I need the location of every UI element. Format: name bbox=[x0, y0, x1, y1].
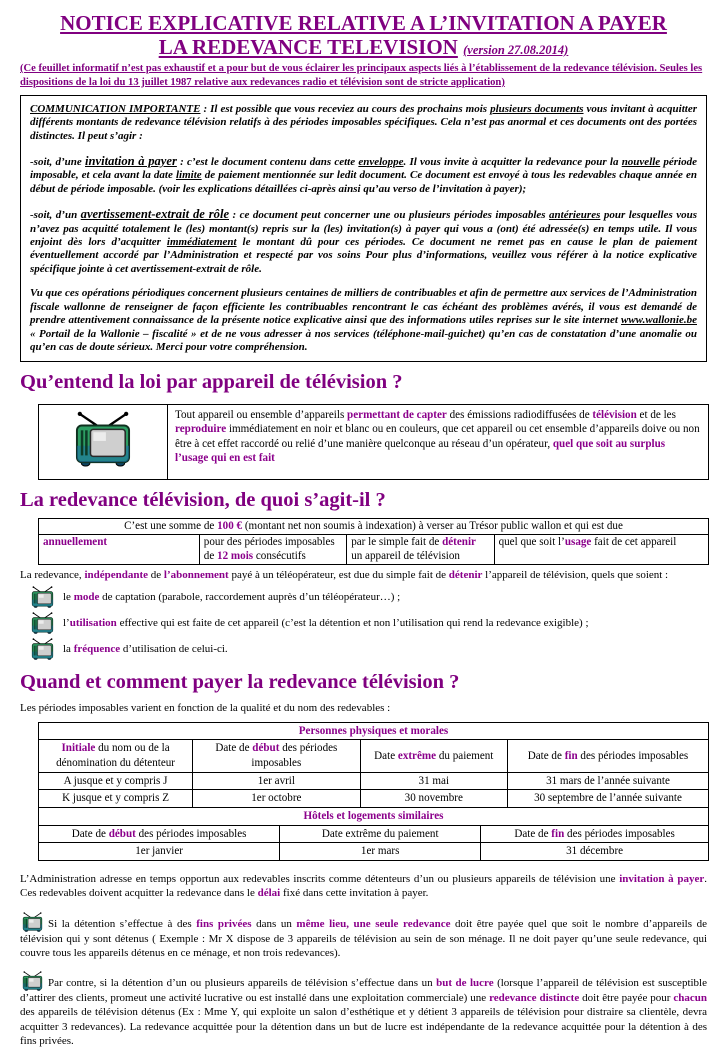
text-segment: permettant de capter bbox=[347, 408, 447, 421]
text-segment: indépendante bbox=[84, 568, 149, 581]
text-segment: des appareils de télévision détenus (Ex : Mme Y, qui exploite un salon d’esthétique et y détient 3 appareils de télévision pour distraire sa clientèle, devra acquitter 3 redevances). La redevance acquittée pour la détention dans un but de lucre est indépendante de la redevance acquittée pour la détention à des fins privées. bbox=[20, 1006, 707, 1048]
tv-icon bbox=[30, 638, 55, 660]
text-segment: Date de bbox=[71, 827, 109, 840]
text-segment: d’utilisation de celui-ci. bbox=[120, 643, 228, 656]
text-segment: de captation (parabole, raccordement auprès d’un téléopérateur…) ; bbox=[99, 591, 401, 604]
text-segment: et de les bbox=[636, 408, 676, 421]
text-segment: 100 € bbox=[217, 520, 243, 533]
hotels-periods-table bbox=[38, 807, 709, 861]
tv-icon bbox=[20, 971, 45, 991]
table-cell: 1er mars bbox=[280, 843, 481, 861]
text-segment: avertissement-extrait de rôle bbox=[80, 207, 230, 222]
text-segment: l’ bbox=[63, 617, 70, 630]
title-line-1: NOTICE EXPLICATIVE RELATIVE A L’INVITATION A PAYER bbox=[60, 11, 667, 35]
list-item-text bbox=[63, 591, 400, 603]
text-segment: annuellement bbox=[43, 535, 108, 548]
text-segment: pour des périodes imposables de bbox=[203, 535, 335, 563]
text-segment: Si la détention s’effectue à des bbox=[48, 917, 197, 930]
table-cell: A jusque et y compris J bbox=[39, 772, 193, 790]
title-line-2: LA REDEVANCE TELEVISION (version 27.08.2014) bbox=[158, 34, 569, 59]
table-section-title: Personnes physiques et morales bbox=[39, 722, 709, 740]
text-segment: -soit, d’une bbox=[30, 156, 85, 169]
text-segment: Par contre, si la détention d’un ou plusieurs appareils de télévision s’effectue dans un bbox=[48, 977, 437, 990]
text-segment: des périodes imposables bbox=[251, 742, 338, 770]
text-segment: de bbox=[148, 568, 164, 581]
periods-intro-text: Les périodes imposables varient en fonction de la qualité et du nom des redevables : bbox=[20, 701, 391, 714]
text-segment: Vu que ces opérations périodiques concernent plusieurs centaines de milliers de contribuables et afin de permettre aux services de l’Administration fiscale wallonne de renseigner de façon efficiente les contribuables rencontrant le cas échéant des problèmes avérés, il vous est demandé de prendre attentivement connaissance de la présente notice explicative ainsi que des informations utiles reprises sur le site internet bbox=[30, 287, 697, 327]
column-header bbox=[280, 825, 481, 843]
text-segment: La redevance, bbox=[20, 568, 85, 581]
text-segment: pour lesquelles vous n’avez pas acquitté totalement le (les) montant(s) repris sur la (les) invitation(s) à payer qui vous a (ont) été adressée(s) en temps utile. Il vous enjoint dès lors d’acquitter bbox=[30, 209, 697, 249]
text-segment: nouvelle bbox=[621, 156, 661, 169]
text-segment: . Ces redevables doivent acquitter la redevance dans le bbox=[20, 872, 707, 900]
text-segment: invitation à payer bbox=[619, 872, 705, 885]
list-item-text bbox=[63, 617, 589, 629]
list-item bbox=[30, 585, 707, 610]
text-segment: fixé dans cette invitation à payer. bbox=[280, 887, 429, 900]
text-segment: reproduire bbox=[175, 423, 227, 436]
box-paragraph-invitation bbox=[30, 154, 697, 196]
column-header bbox=[193, 740, 361, 772]
text-segment: extrême bbox=[397, 749, 437, 762]
table-cell: 31 décembre bbox=[481, 843, 709, 861]
table-cell: 1er janvier bbox=[39, 843, 280, 861]
text-segment: par le simple fait de bbox=[351, 535, 443, 548]
administration-paragraph bbox=[20, 872, 707, 901]
private-use-text bbox=[20, 918, 707, 959]
text-segment: Initiale bbox=[61, 742, 96, 755]
text-segment: Date de bbox=[215, 742, 253, 755]
redevance-summary-table bbox=[38, 518, 709, 564]
text-segment: détenir bbox=[448, 568, 483, 581]
text-segment: mode bbox=[73, 591, 100, 604]
text-segment: quel que soit l’ bbox=[498, 535, 565, 548]
text-segment: des périodes imposables bbox=[577, 749, 689, 762]
text-segment: . Il vous invite à acquitter la redevance pour la bbox=[403, 156, 622, 169]
box-paragraph-conclusion bbox=[30, 287, 697, 354]
text-segment: quel que soit au surplus l’usage qui en est fait bbox=[175, 437, 666, 465]
table-row bbox=[39, 722, 709, 740]
table-cell: 30 septembre de l’année suivante bbox=[507, 790, 708, 808]
box-paragraph-intro bbox=[30, 103, 697, 143]
tv-icon bbox=[20, 912, 45, 932]
text-segment: l’appareil de télévision, quels que soient : bbox=[482, 568, 669, 581]
text-segment: Date extrême du paiement bbox=[321, 827, 439, 840]
text-segment: COMMUNICATION IMPORTANTE bbox=[30, 102, 201, 115]
column-header bbox=[39, 825, 280, 843]
table-cell: 31 mars de l’année suivante bbox=[507, 772, 708, 790]
text-segment: la bbox=[63, 643, 74, 656]
text-segment: télévision bbox=[592, 408, 637, 421]
table-cell: K jusque et y compris Z bbox=[39, 790, 193, 808]
list-item bbox=[30, 637, 707, 662]
text-segment: fréquence bbox=[73, 643, 121, 656]
table-row bbox=[39, 519, 709, 534]
tv-icon bbox=[30, 612, 55, 634]
table-row bbox=[39, 825, 709, 843]
text-segment: détenir bbox=[442, 535, 476, 548]
box-paragraph-avertissement bbox=[30, 207, 697, 276]
text-segment: fin bbox=[551, 827, 565, 840]
tv-definition-table bbox=[38, 404, 709, 480]
table-cell bbox=[199, 534, 346, 564]
text-segment: : Il est possible que vous receviez au cours des prochains mois bbox=[200, 102, 491, 115]
table-cell bbox=[347, 534, 494, 564]
text-segment: (montant net non soumis à indexation) à verser au Trésor public wallon et qui est due bbox=[242, 520, 623, 533]
text-segment: chacun bbox=[673, 992, 708, 1005]
text-segment: Date de bbox=[527, 749, 565, 762]
table-row bbox=[39, 534, 709, 564]
table-cell: 31 mai bbox=[360, 772, 507, 790]
text-segment: le montant dû pour ces périodes. Ce document ne remet pas en cause le plan de paiement éventuellement accordé par l’Administration et respecté par vos soins Pour plus d’informations, veuillez vous référer à la notice explicative spécifique jointe à cet avertissement-extrait de rôle. bbox=[30, 236, 698, 275]
text-segment: délai bbox=[257, 887, 281, 900]
text-segment: 12 mois bbox=[217, 550, 254, 563]
text-segment: fait de cet appareil bbox=[591, 535, 677, 548]
criteria-list bbox=[20, 585, 707, 662]
text-segment: effective qui est faite de cet appareil (c’est la détention et non l’utilisation qui rend la redevance exigible) ; bbox=[116, 617, 589, 630]
text-segment: le bbox=[63, 591, 74, 604]
text-segment: doit être payée pour bbox=[579, 992, 674, 1005]
text-segment: des périodes imposables bbox=[135, 827, 247, 840]
wallonie-link[interactable]: www.wallonie.be bbox=[621, 314, 697, 327]
text-segment: consécutifs bbox=[253, 550, 306, 563]
column-header bbox=[481, 825, 709, 843]
table-cell: 30 novembre bbox=[360, 790, 507, 808]
tv-icon bbox=[30, 586, 55, 608]
column-header bbox=[507, 740, 708, 772]
text-segment: du paiement bbox=[436, 749, 494, 762]
tv-definition-text bbox=[168, 404, 709, 479]
table-cell bbox=[494, 534, 708, 564]
table-row bbox=[39, 740, 709, 772]
text-segment: du nom ou de la dénomination du détenteur bbox=[56, 742, 175, 770]
text-segment: fins privées bbox=[196, 917, 252, 930]
table-cell: 1er octobre bbox=[193, 790, 361, 808]
commercial-use-paragraph bbox=[20, 971, 707, 1048]
text-segment: (lorsque l’appareil de télévision est susceptible d’attirer des clients, promeut une activité lucrative ou est installé dans une exploitation commerciale) une bbox=[20, 977, 707, 1005]
text-segment: immédiatement bbox=[166, 236, 237, 249]
text-segment: : c’est le document contenu dans cette bbox=[176, 156, 359, 169]
text-segment: L’Administration adresse en temps opportun aux redevables inscrits comme détenteurs d’un ou plusieurs appareils de télévision une bbox=[20, 872, 620, 885]
table-cell: 1er avril bbox=[193, 772, 361, 790]
text-segment: doit être payée quel que soit le nombre d’appareils de télévision qui y sont détenus ( Exemple : Mr X dispose de 3 appareils de télévision au sein de son ménage. Il ne doit payer qu’une seule redevance, qui couvre tous les appareils détenus en ce ménage, et non trois redevances). bbox=[20, 917, 707, 959]
text-segment: utilisation bbox=[69, 617, 117, 630]
column-header bbox=[360, 740, 507, 772]
text-segment: début bbox=[252, 742, 280, 755]
text-segment: enveloppe bbox=[358, 156, 404, 169]
text-segment: -soit, d’un bbox=[30, 209, 81, 222]
tv-icon-cell bbox=[39, 404, 168, 479]
text-segment: immédiatement en noir et blanc ou en couleurs, que cet appareil ou cet ensemble d’appareils doive ou non être à cet effet raccordé ou relié d’une manière quelconque au réseau d’un opérateur, bbox=[175, 423, 700, 450]
table-section-title: Hôtels et logements similaires bbox=[39, 808, 709, 826]
text-segment: Tout appareil ou ensemble d’appareils bbox=[175, 408, 348, 421]
text-segment: des périodes imposables bbox=[564, 827, 675, 840]
text-segment: C’est une somme de bbox=[124, 520, 218, 533]
after-summary-text bbox=[20, 568, 707, 582]
table-row bbox=[39, 843, 709, 861]
section-heading-quand-payer: Quand et comment payer la redevance télévision ? bbox=[20, 670, 460, 693]
column-header bbox=[39, 740, 193, 772]
text-segment: Date de bbox=[514, 827, 552, 840]
text-segment: : ce document peut concerner une ou plusieurs périodes imposables bbox=[229, 209, 550, 222]
text-segment: l’abonnement bbox=[163, 568, 229, 581]
text-segment: antérieures bbox=[549, 209, 601, 222]
section-heading-definition: Qu’entend la loi par appareil de télévision ? bbox=[20, 371, 403, 394]
text-segment: usage bbox=[564, 535, 592, 548]
subtitle-note: (Ce feuillet informatif n’est pas exhaustif et a pour but de vous éclairer les principaux aspects liés à l’établissement de la redevance télévision. Seules les dispositions de la loi du 13 juillet 1987 relative aux redevances radio et télévision sont de stricte application) bbox=[20, 62, 703, 88]
text-segment: un appareil de télévision bbox=[351, 550, 460, 563]
text-segment: payé à un téléopérateur, est due du simple fait de bbox=[228, 568, 449, 581]
text-segment: fin bbox=[564, 749, 578, 762]
table-row bbox=[39, 808, 709, 826]
table-row bbox=[39, 790, 709, 808]
table-cell bbox=[39, 534, 200, 564]
text-segment: redevance distincte bbox=[489, 992, 580, 1005]
text-segment: but de lucre bbox=[436, 977, 494, 990]
text-segment: période imposable, et cela avant la date bbox=[30, 156, 697, 182]
list-item bbox=[30, 611, 707, 636]
page-title bbox=[20, 12, 707, 60]
summary-header-cell bbox=[39, 519, 709, 534]
text-segment: Date bbox=[374, 749, 398, 762]
text-segment: dans un bbox=[251, 917, 297, 930]
version-label: (version 27.08.2014) bbox=[463, 42, 569, 57]
text-segment: plusieurs documents bbox=[490, 102, 584, 115]
important-communication-box bbox=[20, 95, 707, 363]
table-row bbox=[39, 404, 709, 479]
section-heading-redevance: La redevance télévision, de quoi s’agit-il ? bbox=[20, 488, 386, 511]
tv-icon bbox=[72, 411, 134, 467]
table-row bbox=[39, 772, 709, 790]
text-segment: limite bbox=[175, 169, 202, 182]
persons-periods-table bbox=[38, 722, 709, 808]
text-segment: des émissions radiodiffusées de bbox=[446, 408, 593, 421]
text-segment: invitation à payer bbox=[85, 154, 177, 169]
text-segment: début bbox=[108, 827, 136, 840]
text-segment: même lieu, une seule redevance bbox=[296, 917, 451, 930]
commercial-use-text bbox=[20, 977, 707, 1047]
text-segment: vous invitant à acquitter différents montants de redevance télévision relatifs à des périodes imposables spécifiques. Cela n’est pas anormal et ces documents ont des portées distinctes. Il peut s’agir : bbox=[30, 102, 697, 142]
text-segment: « Portail de la Wallonie – fiscalité » et de ne vous adresser à nos services (téléphone-mail-guichet) qu’en cas de constatation d’une anomalie ou qu’en cas de doute sérieux. Merci pour votre compréhension. bbox=[30, 327, 697, 353]
text-segment: de paiement mentionnée sur ledit document. Ce document est envoyé à tous les redevables chaque année en début de période imposable. (voir les explications détaillées ci-après ainsi qu’au verso de l’invitation à payer); bbox=[30, 169, 697, 195]
private-use-paragraph bbox=[20, 912, 707, 961]
list-item-text bbox=[63, 643, 228, 655]
